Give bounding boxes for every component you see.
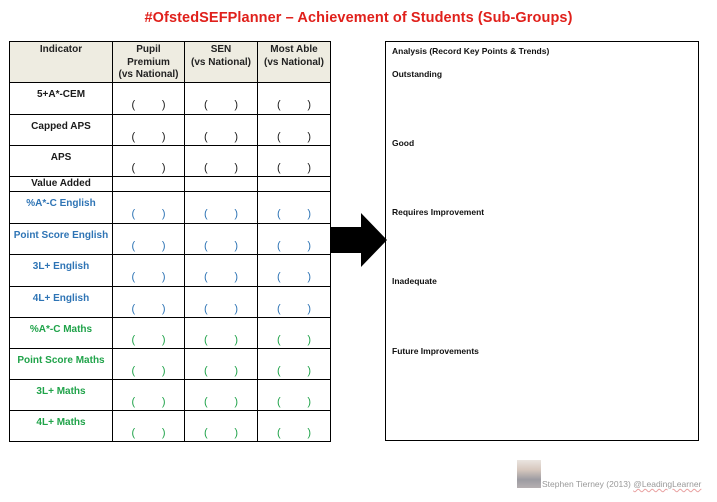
value-cell-sen[interactable] (185, 317, 258, 348)
analysis-heading: Analysis (Record Key Points & Trends) (392, 46, 550, 56)
value-brackets: ( ) (277, 161, 311, 174)
indicator-label: 5+A*-CEM (36, 88, 86, 100)
section-inadequate: Inadequate (392, 276, 437, 286)
indicator-label-cell (10, 317, 113, 348)
value-cell-sen[interactable] (185, 223, 258, 254)
arrow-right-icon (331, 213, 387, 267)
value-cell-pupil-premium[interactable] (113, 348, 185, 379)
table-row (10, 191, 331, 223)
value-cell-pupil-premium[interactable] (113, 114, 185, 145)
section-future-improvements: Future Improvements (392, 346, 479, 356)
value-brackets: ( ) (204, 333, 238, 346)
header-indicator: Indicator (10, 42, 113, 83)
value-cell-most-able[interactable] (258, 114, 331, 145)
section-requires-improvement: Requires Improvement (392, 207, 485, 217)
value-cell-sen[interactable] (185, 176, 258, 191)
table-row (10, 145, 331, 176)
value-cell-sen[interactable] (185, 379, 258, 410)
indicator-label: 3L+ Maths (36, 385, 86, 397)
value-cell-most-able[interactable] (258, 317, 331, 348)
value-cell-most-able[interactable] (258, 191, 331, 223)
section-good: Good (392, 138, 415, 148)
indicator-label: Point Score English (13, 229, 109, 241)
value-brackets: ( ) (277, 130, 311, 143)
table-row (10, 82, 331, 114)
value-brackets: ( ) (277, 98, 311, 111)
value-cell-pupil-premium[interactable] (113, 145, 185, 176)
value-cell-pupil-premium[interactable] (113, 223, 185, 254)
table-row (10, 348, 331, 379)
value-brackets: ( ) (277, 333, 311, 346)
value-cell-sen[interactable] (185, 254, 258, 286)
value-cell-sen[interactable] (185, 410, 258, 441)
indicator-label-cell (10, 145, 113, 176)
value-cell-most-able[interactable] (258, 223, 331, 254)
analysis-box[interactable] (385, 41, 699, 441)
value-cell-most-able[interactable] (258, 176, 331, 191)
indicator-label-cell (10, 223, 113, 254)
table-row (10, 223, 331, 254)
table-row (10, 410, 331, 441)
indicator-label-cell (10, 348, 113, 379)
value-cell-most-able[interactable] (258, 145, 331, 176)
value-cell-pupil-premium[interactable] (113, 379, 185, 410)
table-row (10, 254, 331, 286)
page-title: #OfstedSEFPlanner – Achievement of Students (Sub-Groups) (144, 10, 573, 26)
value-cell-sen[interactable] (185, 145, 258, 176)
value-brackets: ( ) (131, 270, 166, 283)
author-credit (517, 458, 717, 494)
table-row (10, 317, 331, 348)
value-brackets: ( ) (204, 364, 238, 377)
value-brackets: ( ) (204, 239, 238, 252)
value-brackets: ( ) (204, 130, 238, 143)
value-brackets: ( ) (131, 207, 166, 220)
value-cell-most-able[interactable] (258, 82, 331, 114)
value-cell-sen[interactable] (185, 348, 258, 379)
indicator-label-cell (10, 410, 113, 441)
value-cell-most-able[interactable] (258, 410, 331, 441)
value-brackets: ( ) (131, 395, 166, 408)
indicator-label-cell (10, 176, 113, 191)
value-cell-most-able[interactable] (258, 286, 331, 317)
value-cell-most-able[interactable] (258, 379, 331, 410)
value-brackets: ( ) (277, 207, 311, 220)
value-brackets: ( ) (277, 426, 311, 439)
indicator-label: 3L+ English (32, 260, 90, 272)
value-brackets: ( ) (204, 270, 238, 283)
indicator-label: 4L+ English (32, 292, 90, 304)
indicator-label-cell (10, 254, 113, 286)
value-brackets: ( ) (204, 395, 238, 408)
value-cell-pupil-premium[interactable] (113, 82, 185, 114)
section-outstanding: Outstanding (392, 69, 443, 79)
value-cell-pupil-premium[interactable] (113, 286, 185, 317)
value-cell-most-able[interactable] (258, 254, 331, 286)
value-brackets: ( ) (131, 364, 166, 377)
table-row (10, 114, 331, 145)
indicator-label: Value Added (31, 177, 91, 189)
twitter-handle: @LeadingLearner (633, 479, 702, 489)
indicator-label: Capped APS (31, 120, 91, 132)
value-brackets: ( ) (131, 302, 166, 315)
value-cell-pupil-premium[interactable] (113, 191, 185, 223)
value-cell-pupil-premium[interactable] (113, 317, 185, 348)
table-header-row (10, 42, 331, 83)
value-cell-pupil-premium[interactable] (113, 176, 185, 191)
value-cell-most-able[interactable] (258, 348, 331, 379)
table-row (10, 176, 331, 191)
avatar (517, 460, 541, 488)
value-cell-sen[interactable] (185, 286, 258, 317)
value-brackets: ( ) (131, 333, 166, 346)
value-cell-sen[interactable] (185, 82, 258, 114)
indicator-label-cell (10, 191, 113, 223)
header-sen: SEN (vs National) (185, 42, 258, 83)
indicator-label: APS (50, 151, 72, 163)
value-brackets: ( ) (204, 302, 238, 315)
indicator-table (9, 41, 331, 442)
value-brackets: ( ) (277, 239, 311, 252)
value-brackets: ( ) (277, 364, 311, 377)
indicator-label: Point Score Maths (17, 354, 105, 366)
value-brackets: ( ) (204, 207, 238, 220)
indicator-label-cell (10, 82, 113, 114)
value-brackets: ( ) (131, 161, 166, 174)
author-name: Stephen Tierney (2013) (542, 479, 634, 489)
indicator-label: 4L+ Maths (36, 416, 86, 428)
indicator-label-cell (10, 286, 113, 317)
value-brackets: ( ) (204, 98, 238, 111)
value-brackets: ( ) (131, 130, 166, 143)
value-cell-pupil-premium[interactable] (113, 254, 185, 286)
indicator-label-cell (10, 114, 113, 145)
value-cell-sen[interactable] (185, 114, 258, 145)
indicator-label-cell (10, 379, 113, 410)
value-cell-pupil-premium[interactable] (113, 410, 185, 441)
table-row (10, 379, 331, 410)
indicator-label: %A*-C English (26, 197, 96, 209)
value-brackets: ( ) (277, 270, 311, 283)
table-row (10, 286, 331, 317)
value-brackets: ( ) (131, 239, 166, 252)
value-brackets: ( ) (131, 98, 166, 111)
header-pupil-premium: Pupil Premium (vs National) (113, 42, 185, 83)
value-cell-sen[interactable] (185, 191, 258, 223)
value-brackets: ( ) (204, 426, 238, 439)
value-brackets: ( ) (277, 395, 311, 408)
indicator-label: %A*-C Maths (29, 323, 93, 335)
value-brackets: ( ) (131, 426, 166, 439)
value-brackets: ( ) (204, 161, 238, 174)
header-most-able: Most Able (vs National) (258, 42, 331, 83)
value-brackets: ( ) (277, 302, 311, 315)
